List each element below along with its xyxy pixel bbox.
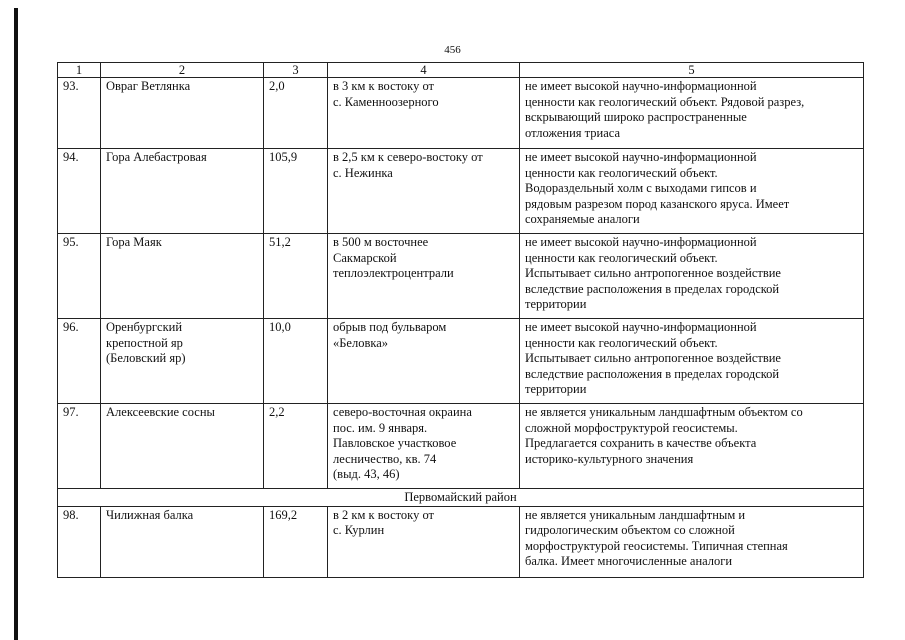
object-location-line: Павловское участковое xyxy=(333,436,457,450)
object-name xyxy=(101,234,264,319)
object-assessment xyxy=(520,404,864,489)
object-assessment-line: Предлагается сохранить в качестве объекта xyxy=(525,436,757,450)
object-assessment-line: балка. Имеет многочисленные аналоги xyxy=(525,554,733,568)
object-area: 2,2 xyxy=(264,404,328,489)
row-number: 93. xyxy=(58,78,101,149)
object-location xyxy=(328,149,520,234)
object-assessment-line: Испытывает сильно антропогенное воздействие xyxy=(525,351,781,365)
table-row xyxy=(58,149,864,234)
object-assessment-line: отложения триаса xyxy=(525,125,621,140)
object-assessment-line: ценности как геологический объект. xyxy=(525,250,718,265)
table-row xyxy=(58,234,864,319)
object-location-line: «Беловка» xyxy=(333,335,389,350)
object-location-line: с. Нежинка xyxy=(333,165,393,180)
object-name-line: Алексеевские сосны xyxy=(106,405,215,419)
object-location-line: лесничество, кв. 74 xyxy=(333,451,437,466)
table-row xyxy=(58,78,864,149)
row-number: 95. xyxy=(58,234,101,319)
object-assessment xyxy=(520,319,864,404)
object-assessment-line: территории xyxy=(525,382,587,396)
table-row xyxy=(58,319,864,404)
object-assessment-line: не имеет высокой научно-информационной xyxy=(525,150,757,164)
object-location-line: в 3 км к востоку от xyxy=(333,79,435,93)
object-location-line: Сакмарской xyxy=(333,250,397,265)
object-name-line: (Беловский яр) xyxy=(106,351,186,365)
object-location-line: в 500 м восточнее xyxy=(333,235,429,249)
object-location-line: с. Курлин xyxy=(333,523,385,537)
object-assessment xyxy=(520,149,864,234)
object-assessment xyxy=(520,234,864,319)
table-header-row xyxy=(58,63,864,78)
page-edge-bar xyxy=(14,8,18,640)
object-assessment-line: сохраняемые аналоги xyxy=(525,212,640,226)
object-assessment-line: гидрологическим объектом со сложной xyxy=(525,523,735,537)
object-assessment-line: не имеет высокой научно-информационной xyxy=(525,320,757,334)
object-location-line: пос. им. 9 января. xyxy=(333,420,428,435)
row-number: 96. xyxy=(58,319,101,404)
object-name xyxy=(101,404,264,489)
object-name-line: Гора Маяк xyxy=(106,235,162,249)
object-assessment-line: историко-культурного значения xyxy=(525,451,694,466)
object-assessment-line: не является уникальным ландшафтным объектом со xyxy=(525,405,803,419)
object-assessment-line: рядовым разрезом пород казанского яруса. Имеет xyxy=(525,196,790,211)
object-assessment-line: территории xyxy=(525,297,587,311)
object-area: 2,0 xyxy=(264,78,328,149)
row-number: 97. xyxy=(58,404,101,489)
object-assessment-line: ценности как геологический объект. xyxy=(525,165,718,180)
object-location-line: (выд. 43, 46) xyxy=(333,467,400,481)
object-name-line: Гора Алебастровая xyxy=(106,150,207,164)
object-location xyxy=(328,234,520,319)
object-assessment-line: Водораздельный холм с выходами гипсов и xyxy=(525,181,757,195)
object-assessment xyxy=(520,78,864,149)
object-location xyxy=(328,506,520,577)
column-header: 4 xyxy=(328,63,520,78)
object-area: 51,2 xyxy=(264,234,328,319)
object-assessment-line: вскрывающий широко распространенные xyxy=(525,110,747,124)
object-assessment xyxy=(520,506,864,577)
table-row xyxy=(58,506,864,577)
district-row xyxy=(58,489,864,507)
object-name-line: крепостной яр xyxy=(106,335,183,350)
object-area: 169,2 xyxy=(264,506,328,577)
object-location-line: в 2 км к востоку от xyxy=(333,507,435,522)
object-area: 10,0 xyxy=(264,319,328,404)
district-name: Первомайский район xyxy=(58,489,864,507)
object-assessment-line: Испытывает сильно антропогенное воздействие xyxy=(525,266,781,280)
column-header: 1 xyxy=(58,63,101,78)
object-assessment-line: морфоструктурой геосистемы. Типичная степная xyxy=(525,538,788,553)
object-name xyxy=(101,319,264,404)
object-assessment-line: ценности как геологический объект. xyxy=(525,335,718,350)
object-assessment-line: вследствие расположения в пределах городской xyxy=(525,281,780,296)
column-header: 5 xyxy=(520,63,864,78)
objects-table xyxy=(57,62,864,578)
object-name-line: Овраг Ветлянка xyxy=(106,79,191,93)
object-area: 105,9 xyxy=(264,149,328,234)
object-assessment-line: ценности как геологический объект. Рядовой разрез, xyxy=(525,94,805,109)
object-assessment-line: не является уникальным ландшафтным и xyxy=(525,507,746,522)
object-location-line: обрыв под бульваром xyxy=(333,320,447,334)
object-location xyxy=(328,404,520,489)
column-header: 3 xyxy=(264,63,328,78)
object-location-line: теплоэлектроцентрали xyxy=(333,266,454,280)
row-number: 98. xyxy=(58,506,101,577)
object-assessment-line: не имеет высокой научно-информационной xyxy=(525,79,757,93)
column-header: 2 xyxy=(101,63,264,78)
object-location-line: северо-восточная окраина xyxy=(333,405,472,419)
object-location-line: в 2,5 км к северо-востоку от xyxy=(333,150,483,164)
row-number: 94. xyxy=(58,149,101,234)
page-number: 456 xyxy=(444,44,461,56)
object-location-line: с. Каменноозерного xyxy=(333,94,439,109)
object-name xyxy=(101,78,264,149)
object-name xyxy=(101,149,264,234)
object-location xyxy=(328,78,520,149)
object-assessment-line: не имеет высокой научно-информационной xyxy=(525,235,757,249)
object-assessment-line: вследствие расположения в пределах городской xyxy=(525,366,780,381)
object-name-line: Чилижная балка xyxy=(106,507,194,522)
object-name-line: Оренбургский xyxy=(106,320,183,334)
object-name xyxy=(101,506,264,577)
table-row xyxy=(58,404,864,489)
object-location xyxy=(328,319,520,404)
object-assessment-line: сложной морфоструктурой геосистемы. xyxy=(525,420,738,435)
